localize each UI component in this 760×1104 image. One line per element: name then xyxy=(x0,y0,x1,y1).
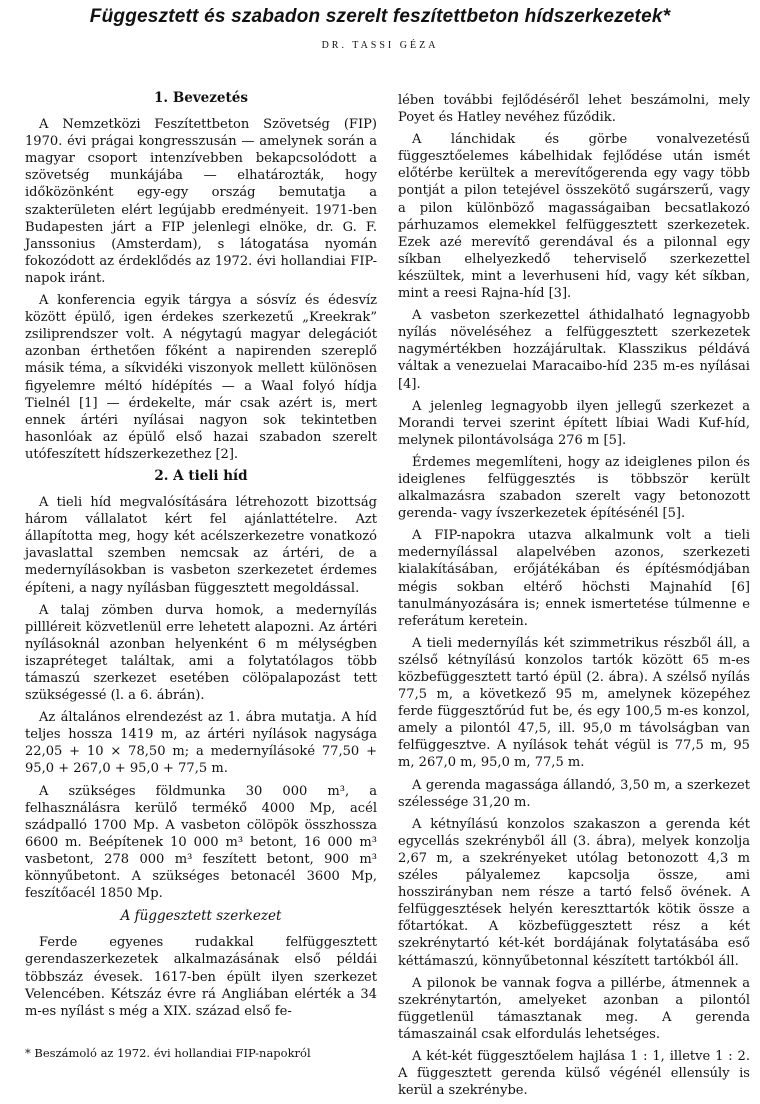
paragraph: A szükséges földmunka 30 000 m³, a felhasználásra kerülő termékő 4000 Mp, acél szádpalló 1700 Mp. A vasbeton cölöpök összhossza 6600 m. Beépítenek 10 000 m³ betont, 16 000 m³ vasbetont, 278 000 m³ feszített betont, 900 m³ könnyűbetont. A szükséges betonacél 3600 Mp, feszítőacél 1850 Mp. xyxy=(25,783,377,902)
paragraph: A két-két függesztőelem hajlása 1 : 1, illetve 1 : 2. A függesztett gerenda külső végénél ellensúly is kerül a szekrénybe. xyxy=(398,1048,750,1099)
footnote: * Beszámoló az 1972. évi hollandiai FIP-napokról xyxy=(25,1046,311,1060)
subsection-heading-suspended-structure: A függesztett szerkezet xyxy=(120,908,282,925)
left-column xyxy=(25,86,377,1025)
paragraph: A tieli híd megvalósítására létrehozott bizottság három vállalatot kért fel ajánlattételre. Azt állapította meg, hogy két acélszerkezetre vonatkozó javaslattal szemben nemcsak az ártéri, de a medernyílásokban is vasbeton szerkezetet érdemes építeni, a nagy nyílásban függesztett megoldással. xyxy=(25,495,377,596)
paragraph: A konferencia egyik tárgya a sósvíz és édesvíz között épülő, igen érdekes szerkezetű „Kreekrak” zsiliprendszer volt. A négytagú magyar delegációt azonban érthetően főként a napirenden szereplő másik téma, a síkvidéki viszonyok mellett különösen figyelemre méltó hídépítés — a Waal folyó hídja Tielnél [1] — érdekelte, már csak azért is, mert ennek ártéri nyílásai nagyon sok tekintetben hasonlóak az épülő első hazai szabadon szerelt utófeszített hídszerkezethez [2]. xyxy=(25,293,377,462)
paragraph: lében további fejlődéséről lehet beszámolni, mely Poyet és Hatley nevéhez fűződik. xyxy=(398,93,750,126)
paragraph: A vasbeton szerkezettel áthidalható legnagyobb nyílás növeléséhez a felfüggesztett szerkezetek nagymértékben hozzájárultak. Klasszikus példává váltak a venezuelai Maracaibo-híd 235 m-es nyílásai [4]. xyxy=(398,308,750,392)
paragraph: Érdemes megemlíteni, hogy az ideiglenes pilon és ideiglenes felfüggesztés is többször került alkalmazásra szabadon szerelt vagy betonozott gerenda- vagy ívszerkezetek építésénél [5]. xyxy=(398,454,750,522)
paragraph: Ferde egyenes rudakkal felfüggesztett gerendaszerkezetek alkalmazásának első példái többszáz évesek. 1617-ben épült ilyen szerkezet Velencében. Kétszáz évre rá Angliában elérték a 34 m-es nyílást s még a XIX. század első fe- xyxy=(25,935,377,1019)
paragraph: A jelenleg legnagyobb ilyen jellegű szerkezet a Morandi tervei szerint épített líbiai Wadi Kuf-híd, melynek pilontávolsága 276 m [5]. xyxy=(398,398,750,448)
right-column xyxy=(398,92,750,1104)
paragraph: A pilonok be vannak fogva a pillérbe, átmennek a szekrénytartón, amelyeket azonban a pilontól függetlenül támasztanak meg. A gerenda támaszainál csak elfordulás lehetséges. xyxy=(398,975,750,1042)
paragraph: A FIP-napokra utazva alkalmunk volt a tieli medernyílással alapelvében azonos, szerkezeti kialakításában, erőjátékában és építésmódjában mégis sokban eltérő höchsti Majnahíd [6] tanulmányozására is; ennek ismertetése túlmenne e referátum keretein. xyxy=(398,528,750,629)
paragraph: A gerenda magassága állandó, 3,50 m, a szerkezet szélessége 31,20 m. xyxy=(398,777,750,810)
section-heading-introduction: 1. Bevezetés xyxy=(154,90,248,106)
paragraph: A lánchidak és görbe vonalvezetésű függesztőelemes kábelhidak fejlődése után ismét előtérbe kerültek a merevítőgerenda egy vagy több pontját a pilon tetejével összekötő sugárszerű, vagy a pilon különböző magasságaiban becsatlakozó párhuzamos elemekkel felfüggesztett szerkezetek. Ezek azé merevítő gerendával és a pilonnal egy síkban elhelyezkedő teherviselő szerkezettel készültek, mint a leverhuseni híd, vagy két síkban, mint a reesi Rajna-híd [3]. xyxy=(398,132,750,302)
author-name: DR. TASSI GÉZA xyxy=(321,40,439,51)
paragraph: A tieli medernyílás két szimmetrikus részből áll, a szélső kétnyílású konzolos tartók között 65 m-es közbefüggesztett tartó épül (2. ábra). A szélső nyílás 77,5 m, a következő 95 m, amelynek közepéhez ferde függesztőrúd fut be, és egy 100,5 m-es konzol, amely a pilontól 47,5, ill. 95,0 m távolságban van felfüggesztve. A nyílások tehát végül is 77,5 m, 95 m, 267,0 m, 95,0 m, 77,5 m. xyxy=(398,635,750,771)
paragraph: A talaj zömben durva homok, a medernyílás pillléreit közvetlenül erre lehetett alapozni. Az ártéri nyílásoknál azonban helyenként 6 m mélységben iszapréteget találtak, ami a folytatólagos több támaszú szerkezet esetében cölöpalapozást tett szükségessé (l. a 6. ábrán). xyxy=(25,602,377,704)
section-heading-tiel-bridge: 2. A tieli híd xyxy=(154,467,248,484)
article-title: Függesztett és szabadon szerelt feszítettbeton hídszerkezetek* xyxy=(89,6,671,27)
paragraph: A Nemzetközi Feszítettbeton Szövetség (FIP) 1970. évi prágai kongresszusán — amelynek során a magyar csoport intenzívebben bekapcsolódott a szövetség munkájába — elhatározták, hogy időközönként egy-egy ország bemutatja a szakterületen elért legújabb eredményeit. 1971-ben Budapesten járt a FIP jelenlegi elnöke, dr. G. F. Janssonius (Amsterdam), s látogatása nyomán fokozódott az érdeklődés az 1972. évi hollandiai FIP-napok iránt. xyxy=(25,117,377,286)
paragraph: Az általános elrendezést az 1. ábra mutatja. A híd teljes hossza 1419 m, az ártéri nyílások nagysága 22,05 + 10 × 78,50 m; a medernyílásoké 77,50 + 95,0 + 267,0 + 95,0 + 77,5 m. xyxy=(25,710,377,777)
paragraph: A kétnyílású konzolos szakaszon a gerenda két egycellás szekrényből áll (3. ábra), melyek konzolja 2,67 m, a szekrényeket utólag betonozott 4,3 m széles pályalemez kapcsolja össze, ami hosszirányban nem része a tartó felső övének. A felfüggesztések helyén kereszttartók kötik össze a főtartókat. A közbefüggesztett rész a két szekrénytartó két-két bordájának folytatásába eső kéttámaszú, könnyűbetonnal készített tartókból áll. xyxy=(398,816,750,969)
